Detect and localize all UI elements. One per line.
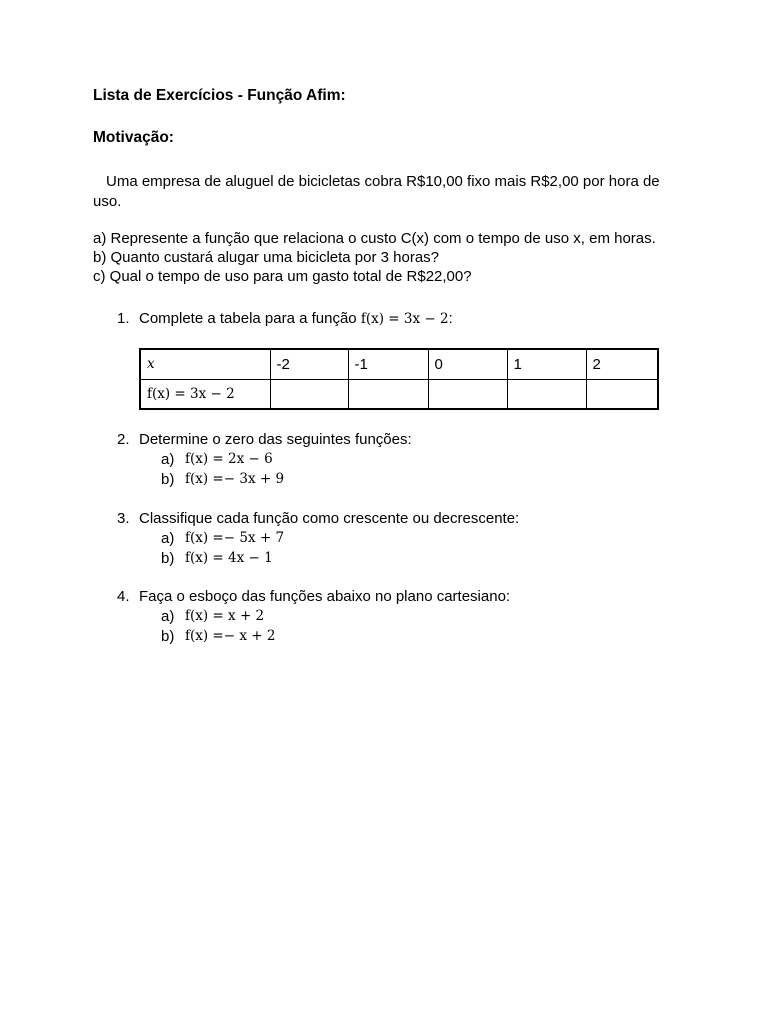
exercise-4-text: Faça o esboço das funções abaixo no plano cartesiano:: [139, 588, 511, 605]
exercise-4b-formula: f(x) =− x + 2: [185, 628, 276, 644]
table-row-fx: [140, 379, 658, 409]
exercise-4a-formula: f(x) = x + 2: [185, 608, 265, 624]
table-answer-cell[interactable]: [507, 379, 586, 409]
page-title: Lista de Exercícios - Função Afim:: [93, 87, 346, 104]
exercise-3-number: 3.: [117, 510, 130, 527]
table-answer-cell[interactable]: [586, 379, 658, 409]
table-header-cell: -1: [348, 349, 428, 379]
exercise-3a-letter: a): [161, 530, 175, 547]
table-row-x: [140, 349, 658, 379]
exercise-1-statement: [139, 309, 453, 329]
table-answer-cell[interactable]: [348, 379, 428, 409]
values-table: [139, 348, 659, 410]
motivation-question-b: b) Quanto custará alugar uma bicicleta por 3 horas?: [93, 249, 440, 266]
table-header-x: x: [140, 349, 270, 379]
exercise-2a-letter: a): [161, 451, 175, 468]
table-header-cell: 0: [428, 349, 507, 379]
motivation-text: Uma empresa de aluguel de bicicletas cobra R$10,00 fixo mais R$2,00 por hora de uso.: [93, 173, 660, 210]
exercise-3b-formula: f(x) = 4x − 1: [185, 550, 273, 566]
exercise-1-text: Complete a tabela para a função: [139, 310, 357, 327]
table-answer-cell[interactable]: [270, 379, 348, 409]
table-row-label: f(x) = 3x − 2: [140, 379, 270, 409]
exercise-1-suffix: :: [448, 310, 453, 327]
motivation-heading: Motivação:: [93, 129, 174, 146]
exercise-3-text: Classifique cada função como crescente ou decrescente:: [139, 510, 520, 527]
table-answer-cell[interactable]: [428, 379, 507, 409]
exercise-4b-letter: b): [161, 628, 175, 645]
table-header-cell: 1: [507, 349, 586, 379]
exercise-2a-formula: f(x) = 2x − 6: [185, 451, 273, 467]
exercise-1-formula: f(x) = 3x − 2: [360, 311, 449, 327]
exercise-2-text: Determine o zero das seguintes funções:: [139, 431, 412, 448]
motivation-question-a: a) Represente a função que relaciona o custo C(x) com o tempo de uso x, em horas.: [93, 230, 656, 247]
exercise-4-number: 4.: [117, 588, 130, 605]
exercise-2b-formula: f(x) =− 3x + 9: [185, 471, 285, 487]
exercise-3a-formula: f(x) =− 5x + 7: [185, 530, 285, 546]
motivation-question-c: c) Qual o tempo de uso para um gasto total de R$22,00?: [93, 268, 472, 285]
table-header-cell: -2: [270, 349, 348, 379]
exercise-3b-letter: b): [161, 550, 175, 567]
table-header-cell: 2: [586, 349, 658, 379]
exercise-4a-letter: a): [161, 608, 175, 625]
exercise-2-number: 2.: [117, 431, 130, 448]
exercise-1-number: 1.: [117, 310, 130, 327]
exercise-2b-letter: b): [161, 471, 175, 488]
